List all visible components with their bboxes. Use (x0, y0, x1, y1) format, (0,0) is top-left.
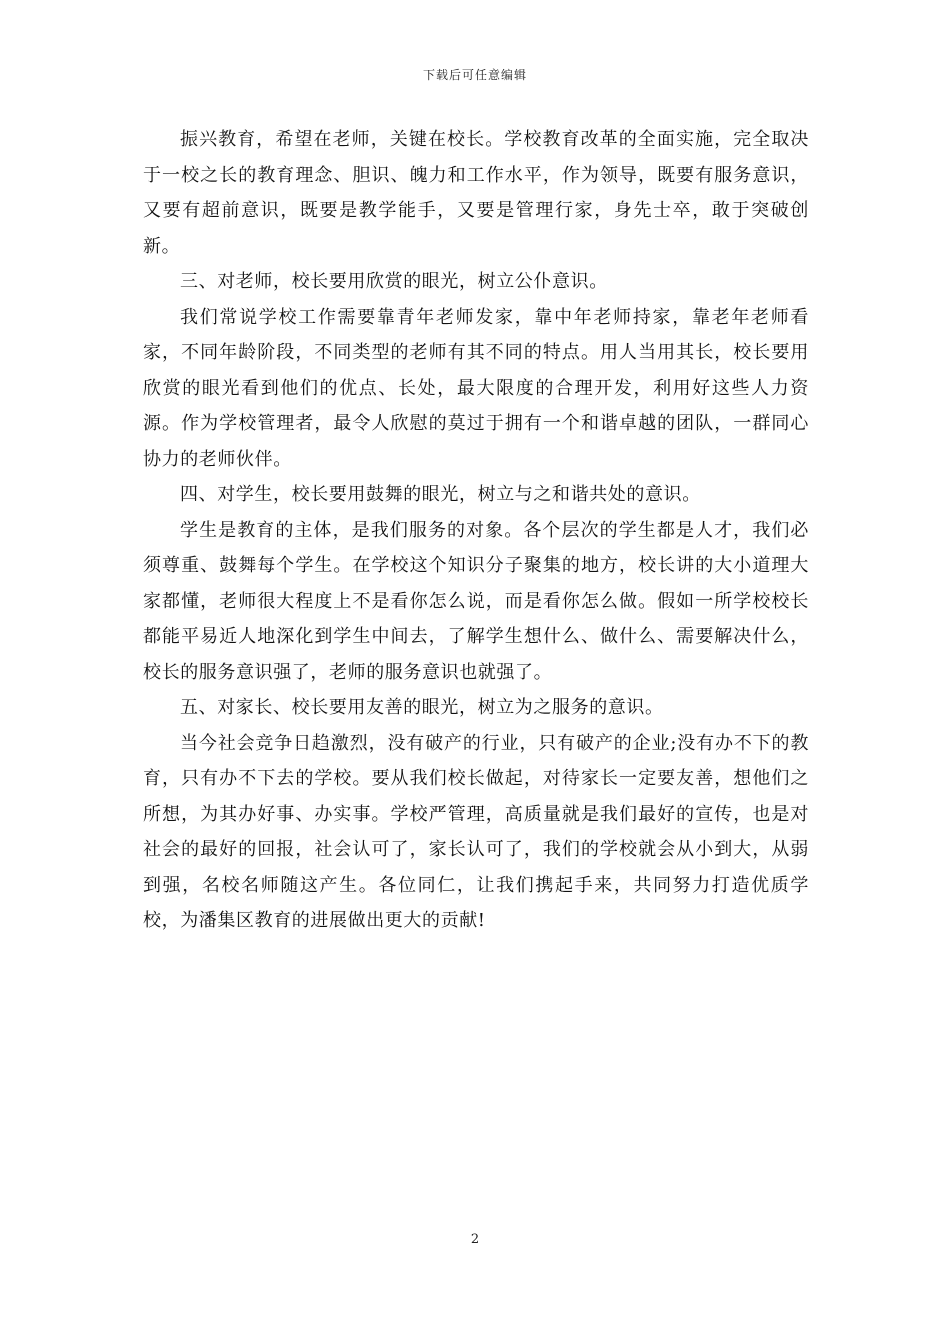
page-number: 2 (470, 1232, 480, 1247)
heading-section-three: 三、对老师，校长要用欣赏的眼光，树立公仆意识。 (180, 271, 608, 292)
paragraph-intro: 振兴教育，希望在老师，关键在校长。学校教育改革的全面实施，完全取决于一校之长的教育理念、胆识、魄力和工作水平，作为领导，既要有服务意识，又要有超前意识，既要是教学能手，又要是管理行家，身先士卒，敢于突破创新。 (143, 129, 809, 257)
heading-section-five: 五、对家长、校长要用友善的眼光，树立为之服务的意识。 (180, 697, 664, 718)
paragraph-students: 学生是教育的主体，是我们服务的对象。各个层次的学生都是人才，我们必须尊重、鼓舞每个学生。在学校这个知识分子聚集的地方，校长讲的大小道理大家都懂，老师很大程度上不是看你怎么说，而是看你怎么做。假如一所学校校长都能平易近人地深化到学生中间去，了解学生想什么、做什么、需要解决什么，校长的服务意识强了，老师的服务意识也就强了。 (143, 519, 809, 683)
paragraph-parents: 当今社会竞争日趋激烈，没有破产的行业，只有破产的企业;没有办不下的教育，只有办不下去的学校。要从我们校长做起，对待家长一定要友善，想他们之所想，为其办好事、办实事。学校严管理，高质量就是我们最好的宣传，也是对社会的最好的回报，社会认可了，家长认可了，我们的学校就会从小到大，从弱到强，名校名师随这产生。各位同仁，让我们携起手来，共同努力打造优质学校，为潘集区教育的进展做出更大的贡献! (143, 732, 809, 931)
page-header: 下载后可任意编辑 (422, 68, 527, 82)
paragraph-teachers: 我们常说学校工作需要靠青年老师发家，靠中年老师持家，靠老年老师看家，不同年龄阶段，不同类型的老师有其不同的特点。用人当用其长，校长要用欣赏的眼光看到他们的优点、长处，最大限度的合理开发，利用好这些人力资源。作为学校管理者，最令人欣慰的莫过于拥有一个和谐卓越的团队，一群同心协力的老师伙伴。 (143, 306, 809, 470)
heading-section-four: 四、对学生，校长要用鼓舞的眼光，树立与之和谐共处的意识。 (180, 484, 701, 505)
document-body (143, 122, 809, 939)
